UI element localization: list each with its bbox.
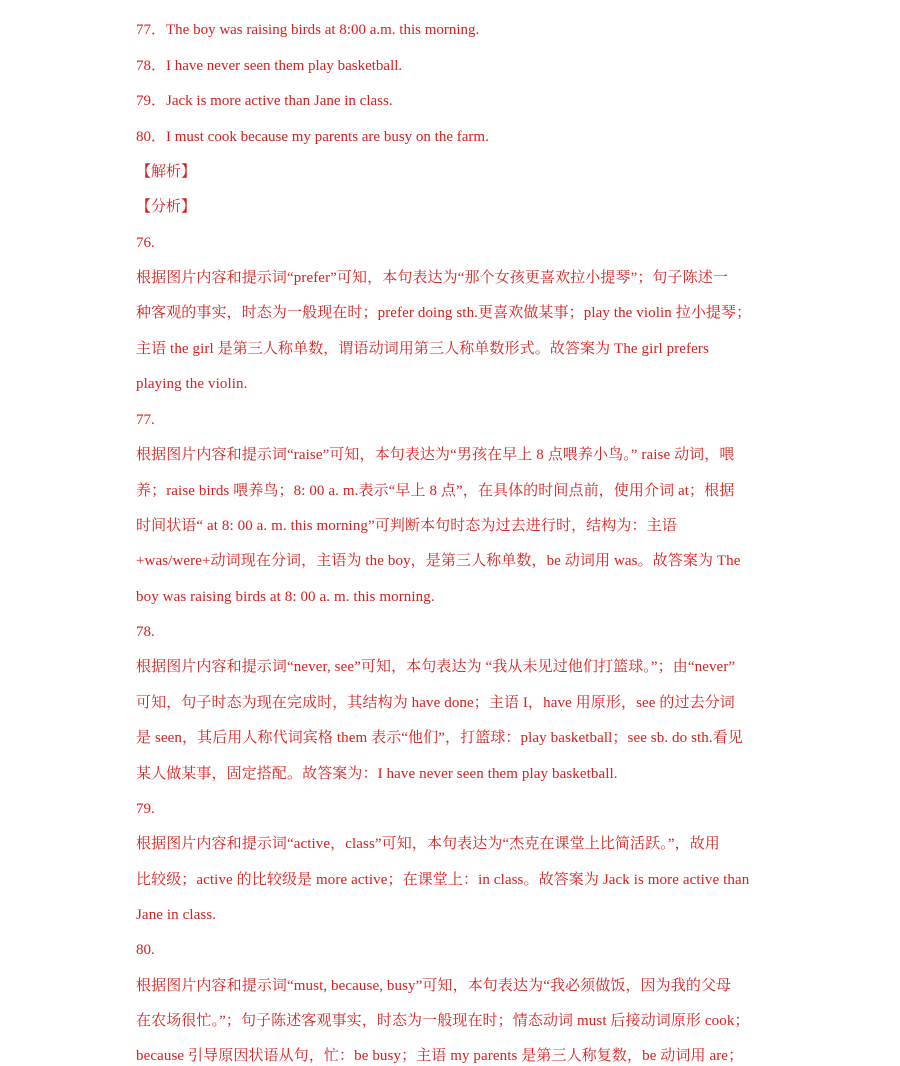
explanation-77-line: boy was raising birds at 8: 00 a. m. this morning. (136, 589, 435, 605)
explanation-79-number: 79. (136, 801, 155, 817)
answer-78: 78．I have never seen them play basketball. (136, 58, 403, 74)
explanation-76-line: 根据图片内容和提示词“prefer”可知，本句表达为“那个女孩更喜欢拉小提琴”；句子陈述一 (136, 270, 728, 286)
explanation-80-number: 80. (136, 942, 155, 958)
explanation-80-line: 在农场很忙。”；句子陈述客观事实，时态为一般现在时；情态动词 must 后接动词原形 cook； (136, 1013, 750, 1029)
explanation-78-line: 可知，句子时态为现在完成时，其结构为 have done；主语 I，have 用原形，see 的过去分词 (136, 695, 735, 711)
explanation-78-line: 是 seen，其后用人称代词宾格 them 表示“他们”，打篮球：play basketball；see sb. do sth.看见 (136, 730, 743, 746)
explanation-76-number: 76. (136, 235, 155, 251)
explanation-80-line: 根据图片内容和提示词“must, because, busy”可知，本句表达为“我必须做饭，因为我的父母 (136, 978, 732, 994)
explanation-79-line: Jane in class. (136, 907, 217, 923)
explanation-77-line: 根据图片内容和提示词“raise”可知，本句表达为“男孩在早上 8 点喂养小鸟。” raise 动词，喂 (136, 447, 735, 463)
explanation-76-line: 主语 the girl 是第三人称单数，谓语动词用第三人称单数形式。故答案为 The girl prefers (136, 341, 709, 357)
explanation-76-line: 种客观的事实，时态为一般现在时；prefer doing sth.更喜欢做某事；play the violin 拉小提琴； (136, 305, 752, 321)
explanation-76-line: playing the violin. (136, 376, 248, 392)
answer-79: 79．Jack is more active than Jane in class. (136, 93, 393, 109)
explanation-80-line: because 引导原因状语从句，忙：be busy；主语 my parents 是第三人称复数，be 动词用 are； (136, 1048, 744, 1064)
answer-77: 77．The boy was raising birds at 8:00 a.m. this morning. (136, 22, 480, 38)
explanation-78-line: 某人做某事，固定搭配。故答案为：I have never seen them play basketball. (136, 766, 618, 782)
jiexi-heading: 【解析】 (136, 164, 197, 180)
explanation-77-number: 77. (136, 412, 155, 428)
explanation-77-line: 养；raise birds 喂养鸟；8: 00 a. m.表示“早上 8 点”，在具体的时间点前，使用介词 at；根据 (136, 483, 735, 499)
answer-80: 80．I must cook because my parents are busy on the farm. (136, 129, 489, 145)
explanation-79-line: 比较级；active 的比较级是 more active；在课堂上：in class。故答案为 Jack is more active than (136, 872, 750, 888)
explanation-78-number: 78. (136, 624, 155, 640)
fenxi-heading: 【分析】 (136, 199, 197, 215)
explanation-77-line: +was/were+动词现在分词，主语为 the boy，是第三人称单数，be 动词用 was。故答案为 The (136, 553, 741, 569)
explanation-79-line: 根据图片内容和提示词“active，class”可知，本句表达为“杰克在课堂上比简活跃。”，故用 (136, 836, 720, 852)
explanation-77-line: 时间状语“ at 8: 00 a. m. this morning”可判断本句时态为过去进行时，结构为：主语 (136, 518, 677, 534)
explanation-78-line: 根据图片内容和提示词“never, see”可知，本句表达为 “我从未见过他们打篮球。”；由“never” (136, 659, 736, 675)
